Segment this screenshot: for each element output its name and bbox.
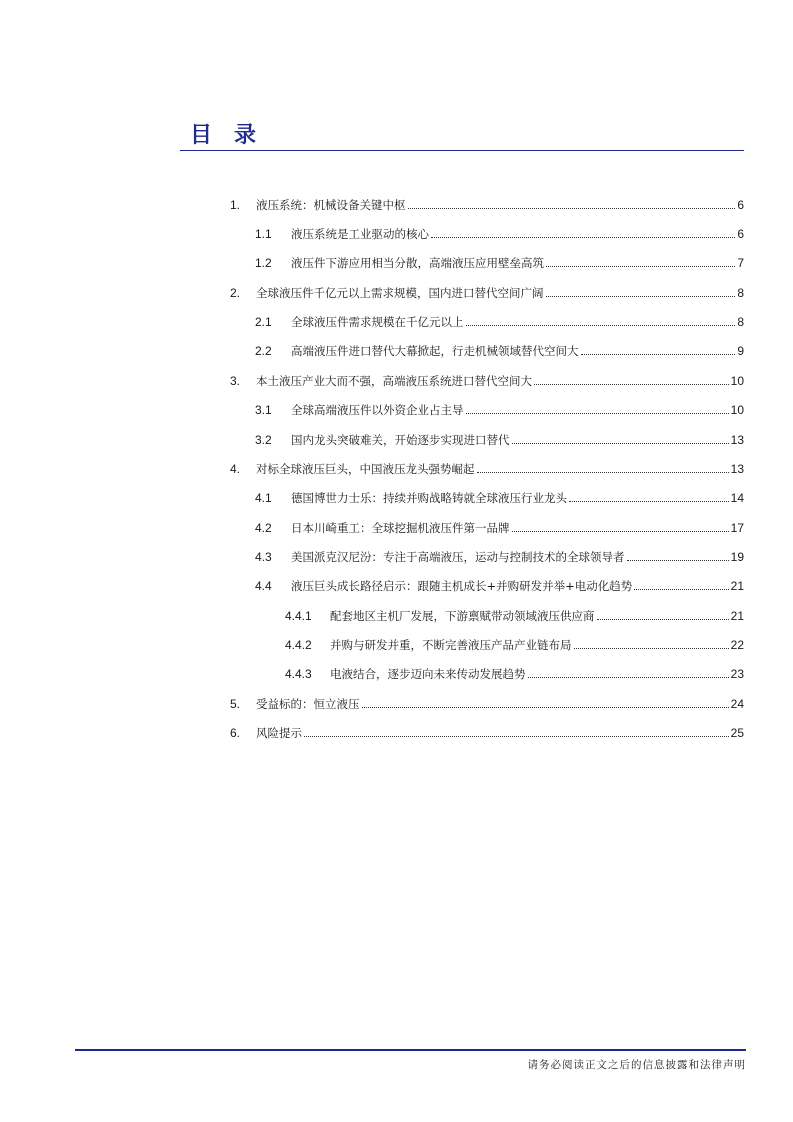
- toc-entry-title: 全球液压件需求规模在千亿元以上: [291, 315, 464, 329]
- toc-entry-number: 6.: [230, 726, 241, 740]
- toc-entry-number: 4.4.3: [285, 667, 312, 681]
- toc-entry-page: 7: [737, 256, 744, 270]
- toc-entry-page: 22: [730, 638, 744, 652]
- toc-dot-leader: [581, 354, 736, 355]
- toc-dot-leader: [597, 619, 729, 620]
- toc-entry-title: 德国博世力士乐：持续并购战略铸就全球液压行业龙头: [291, 491, 567, 505]
- toc-entry-number: 3.2: [255, 433, 272, 447]
- toc-entry[interactable]: [285, 634, 744, 652]
- toc-entry[interactable]: [230, 282, 744, 300]
- toc-entry[interactable]: [255, 340, 744, 358]
- toc-dot-leader: [627, 560, 729, 561]
- toc-entry-title: 高端液压件进口替代大幕掀起，行走机械领域替代空间大: [291, 344, 579, 358]
- toc-dot-leader: [534, 384, 729, 385]
- toc-entry-number: 1.: [230, 198, 241, 212]
- toc-entry-page: 6: [737, 227, 744, 241]
- toc-entry-title: 全球液压件千亿元以上需求规模，国内进口替代空间广阔: [256, 286, 544, 300]
- toc-entry-number: 3.1: [255, 403, 272, 417]
- toc-entry-page: 23: [730, 667, 744, 681]
- toc-entry[interactable]: [230, 370, 744, 388]
- toc-entry-title: 美国派克汉尼汾：专注于高端液压，运动与控制技术的全球领导者: [291, 550, 625, 564]
- toc-entry-page: 9: [737, 344, 744, 358]
- toc-entry-number: 4.3: [255, 550, 272, 564]
- footer-divider: [75, 1049, 746, 1051]
- toc-entry-page: 8: [737, 286, 744, 300]
- toc-dot-leader: [569, 501, 729, 502]
- heading-divider: [180, 150, 744, 151]
- toc-entry-number: 2.1: [255, 315, 272, 329]
- toc-entry-page: 10: [730, 403, 744, 417]
- toc-entry-title: 对标全球液压巨头，中国液压龙头强势崛起: [256, 462, 475, 476]
- toc-entry-title: 日本川崎重工：全球挖掘机液压件第一品牌: [291, 521, 510, 535]
- toc-dot-leader: [634, 589, 728, 590]
- toc-entry[interactable]: [255, 487, 744, 505]
- footer-disclaimer: 请务必阅读正文之后的信息披露和法律声明: [527, 1059, 746, 1071]
- toc-entry-page: 21: [730, 579, 744, 593]
- toc-dot-leader: [574, 648, 729, 649]
- toc-entry[interactable]: [255, 252, 744, 270]
- toc-entry-title: 液压巨头成长路径启示：跟随主机成长+并购研发并举+电动化趋势: [291, 579, 633, 593]
- toc-entry[interactable]: [285, 663, 744, 681]
- toc-entry-page: 10: [730, 374, 744, 388]
- toc-entry-page: 25: [730, 726, 744, 740]
- toc-entry-page: 14: [730, 491, 744, 505]
- toc-entry-number: 5.: [230, 697, 241, 711]
- toc-entry[interactable]: [255, 311, 744, 329]
- toc-entry-title: 本土液压产业大而不强，高端液压系统进口替代空间大: [256, 374, 532, 388]
- toc-entry-number: 2.2: [255, 344, 272, 358]
- toc-dot-leader: [512, 531, 729, 532]
- toc-entry-page: 21: [730, 609, 744, 623]
- toc-entry-title: 配套地区主机厂发展，下游禀赋带动领域液压供应商: [330, 609, 595, 623]
- toc-entry-title: 电液结合，逐步迈向未来传动发展趋势: [330, 667, 526, 681]
- toc-dot-leader: [546, 296, 736, 297]
- toc-dot-leader: [466, 413, 729, 414]
- toc-entry-page: 13: [730, 433, 744, 447]
- toc-entry-title: 并购与研发并重，不断完善液压产品产业链布局: [330, 638, 572, 652]
- toc-entry[interactable]: [230, 458, 744, 476]
- toc-entry-page: 17: [730, 521, 744, 535]
- toc-entry[interactable]: [230, 693, 744, 711]
- toc-entry-title: 液压系统：机械设备关键中枢: [256, 198, 406, 212]
- toc-entry-title: 液压件下游应用相当分散，高端液压应用壁垒高筑: [291, 256, 544, 270]
- toc-entry-title: 受益标的：恒立液压: [256, 697, 360, 711]
- toc-entry-number: 3.: [230, 374, 241, 388]
- toc-entry-page: 24: [730, 697, 744, 711]
- toc-dot-leader: [304, 736, 729, 737]
- toc-entry-number: 2.: [230, 286, 241, 300]
- toc-dot-leader: [477, 472, 729, 473]
- toc-entry-page: 13: [730, 462, 744, 476]
- toc-entry[interactable]: [255, 429, 744, 447]
- toc-entry[interactable]: [255, 399, 744, 417]
- toc-entry[interactable]: [230, 722, 744, 740]
- toc-dot-leader: [408, 208, 736, 209]
- toc-entry-title: 液压系统是工业驱动的核心: [291, 227, 429, 241]
- toc-entry-page: 19: [730, 550, 744, 564]
- toc-entry-number: 1.2: [255, 256, 272, 270]
- toc-dot-leader: [546, 266, 735, 267]
- toc-entry-number: 4.2: [255, 521, 272, 535]
- toc-entry-number: 4.4.2: [285, 638, 312, 652]
- toc-entry-page: 8: [737, 315, 744, 329]
- toc-heading: 目录: [190, 123, 279, 148]
- toc-entry-number: 4.: [230, 462, 241, 476]
- toc-entry-title: 国内龙头突破难关，开始逐步实现进口替代: [291, 433, 510, 447]
- toc-entry-title: 风险提示: [256, 726, 302, 740]
- toc-entry-number: 4.1: [255, 491, 272, 505]
- toc-entry-title: 全球高端液压件以外资企业占主导: [291, 403, 464, 417]
- toc-entry-number: 4.4.1: [285, 609, 312, 623]
- toc-dot-leader: [431, 237, 735, 238]
- toc-dot-leader: [466, 325, 736, 326]
- toc-entry[interactable]: [285, 605, 744, 623]
- toc-entry[interactable]: [255, 517, 744, 535]
- toc-entry[interactable]: [255, 575, 744, 593]
- toc-entry[interactable]: [230, 194, 744, 212]
- toc-entry[interactable]: [255, 546, 744, 564]
- toc-dot-leader: [362, 707, 729, 708]
- toc-dot-leader: [528, 677, 729, 678]
- toc-dot-leader: [512, 443, 729, 444]
- toc-entry-number: 4.4: [255, 579, 272, 593]
- toc-entry-page: 6: [737, 198, 744, 212]
- toc-entry-number: 1.1: [255, 227, 272, 241]
- toc-entry[interactable]: [255, 223, 744, 241]
